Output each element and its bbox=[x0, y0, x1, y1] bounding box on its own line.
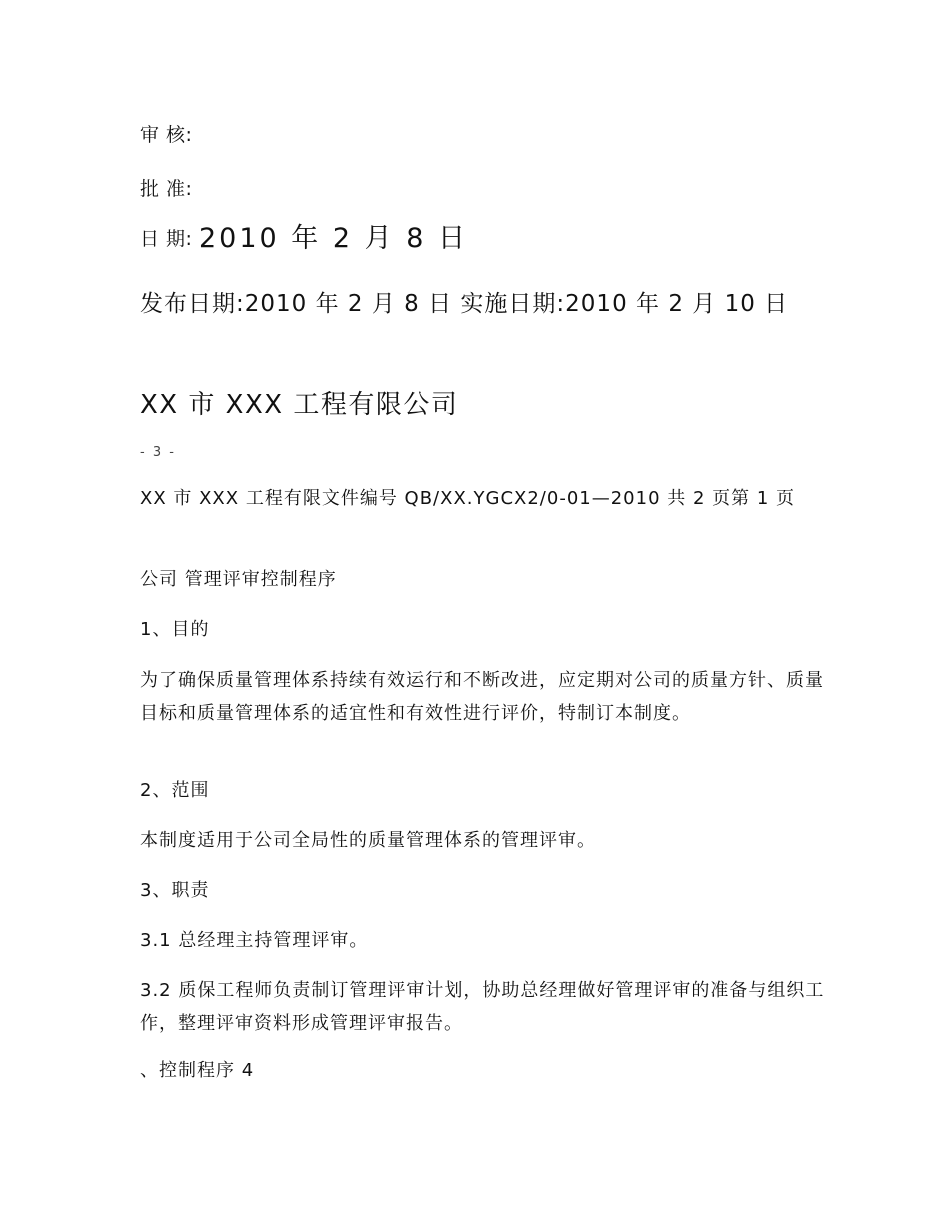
file-number-line: XX 市 XXX 工程有限文件编号 QB/XX.YGCX2/0-01—2010 共 2 页第 1 页 bbox=[140, 488, 796, 509]
section-2-body: 本制度适用于公司全局性的质量管理体系的管理评审。 bbox=[140, 830, 596, 851]
reviewer-label: 审 核: bbox=[140, 124, 193, 146]
approver-label: 批 准: bbox=[140, 178, 193, 200]
section-4-heading: 、控制程序 4 bbox=[140, 1060, 255, 1081]
date-label: 日 期: bbox=[140, 228, 193, 250]
section-3-1: 3.1 总经理主持管理评审。 bbox=[140, 930, 369, 951]
section-1-body: 为了确保质量管理体系持续有效运行和不断改进，应定期对公司的质量方针、质量目标和质量管理体系的适宜性和有效性进行评价，特制订本制度。 bbox=[140, 670, 824, 724]
section-2-heading: 2、范围 bbox=[140, 780, 210, 801]
page-number: - 3 - bbox=[140, 445, 176, 460]
section-1-heading: 1、目的 bbox=[140, 619, 210, 640]
date-value: 2010 年 2 月 8 日 bbox=[199, 223, 468, 254]
company-name: XX 市 XXX 工程有限公司 bbox=[140, 390, 459, 420]
date-row bbox=[140, 222, 820, 256]
release-dates: 发布日期:2010 年 2 月 8 日 实施日期:2010 年 2 月 10 日 bbox=[140, 291, 789, 317]
section-3-2: 3.2 质保工程师负责制订管理评审计划，协助总经理做好管理评审的准备与组织工作，整理评审资料形成管理评审报告。 bbox=[140, 980, 825, 1034]
document-title: 公司 管理评审控制程序 bbox=[140, 569, 337, 590]
section-3-heading: 3、职责 bbox=[140, 880, 210, 901]
